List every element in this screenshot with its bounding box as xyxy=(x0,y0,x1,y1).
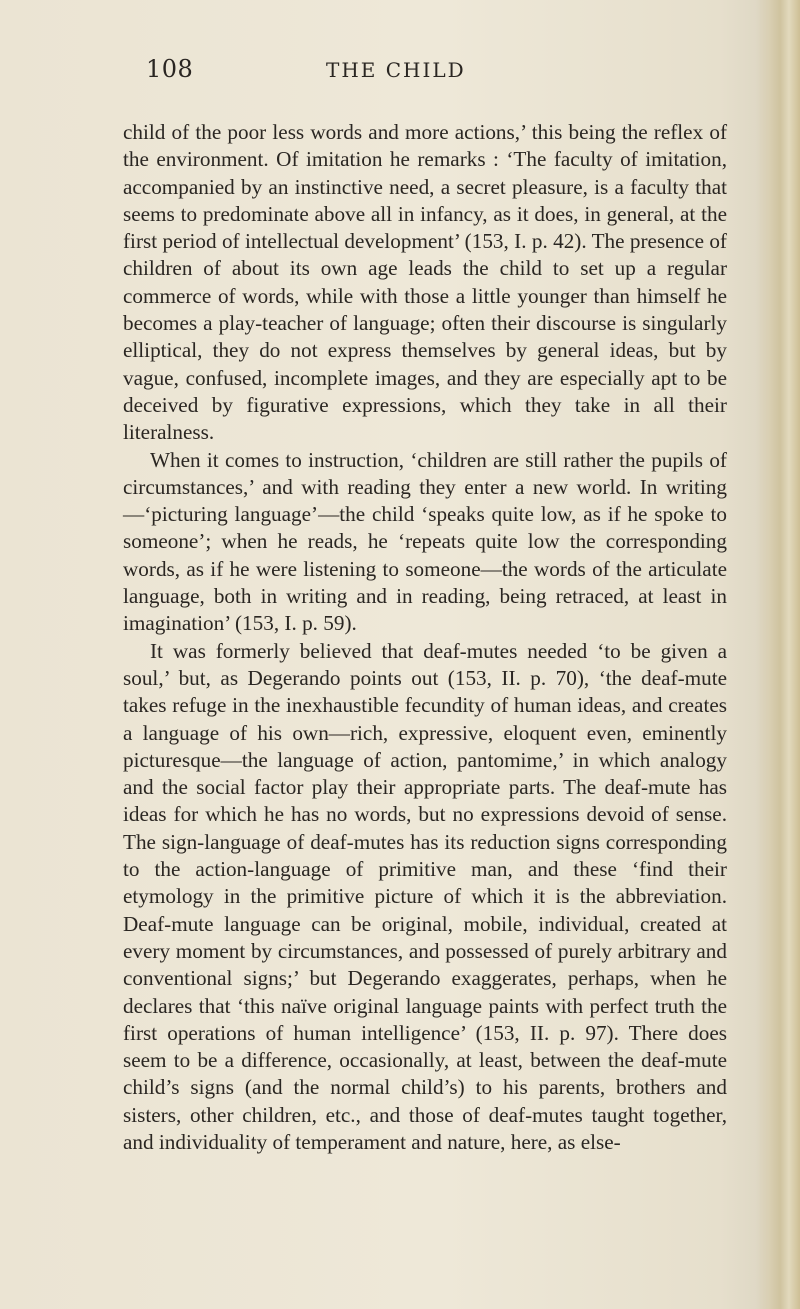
paragraph-continued: child of the poor less words and more actions,’ this being the reflex of the environment. Of imitation he remarks : ‘The faculty of imitation, accompanied by an instinctive need, a secret pleasure, is a faculty that seems to predominate above all in infancy, as it does, in general, at the first period of intellectual development’ (153, I. p. 42). The presence of children of about its own age leads the child to set up a regular commerce of words, while with those a little younger than himself he becomes a play-teacher of language; often their discourse is singularly elliptical, they do not express themselves by general ideas, but by vague, confused, incomplete images, and they are especially apt to be deceived by figurative expressions, which they take in all their literalness. xyxy=(123,120,727,445)
page-number: 108 xyxy=(146,55,194,83)
running-title: THE CHILD xyxy=(326,58,466,82)
paragraph-instruction: When it comes to instruction, ‘children are still rather the pupils of circumstances,’ and with reading they enter a new world. In writing—‘picturing language’—the child ‘speaks quite low, as if he spoke to someone’; when he reads, he ‘repeats quite low the corresponding words, as if he were listening to someone—the words of the articulate language, both in writing and in reading, being retraced, at least in imagination’ (153, I. p. 59). xyxy=(123,447,727,636)
paragraph-deaf-mutes: It was formerly believed that deaf-mutes needed ‘to be given a soul,’ but, as Degerando points out (153, II. p. 70), ‘the deaf-mute takes refuge in the inexhaustible fecundity of human ideas, and creates a language of his own—rich, expressive, eloquent even, eminently picturesque—the language of action, pantomime,’ in which analogy and the social factor play their appropriate parts. The deaf-mute has ideas for which he has no words, but no expressions devoid of sense. The sign-language of deaf-mutes has its reduction signs corresponding to the action-language of primitive man, and these ‘find their etymology in the primitive picture of which it is the abbreviation. Deaf-mute language can be original, mobile, individual, created at every moment by circumstances, and possessed of purely arbitrary and conventional signs;’ but Degerando exaggerates, perhaps, when he declares that ‘this naïve original language paints with perfect truth the first operations of human intelligence’ (153, II. p. 97). There does seem to be a difference, occasionally, at least, between the deaf-mute child’s signs (and the normal child’s) to his parents, brothers and sisters, other children, etc., and those of deaf-mutes taught together, and individuality of temperament and nature, here, as else- xyxy=(123,638,727,1154)
body-text xyxy=(123,119,727,1156)
page-header xyxy=(0,55,800,95)
page-gutter-shadow xyxy=(756,0,800,1309)
